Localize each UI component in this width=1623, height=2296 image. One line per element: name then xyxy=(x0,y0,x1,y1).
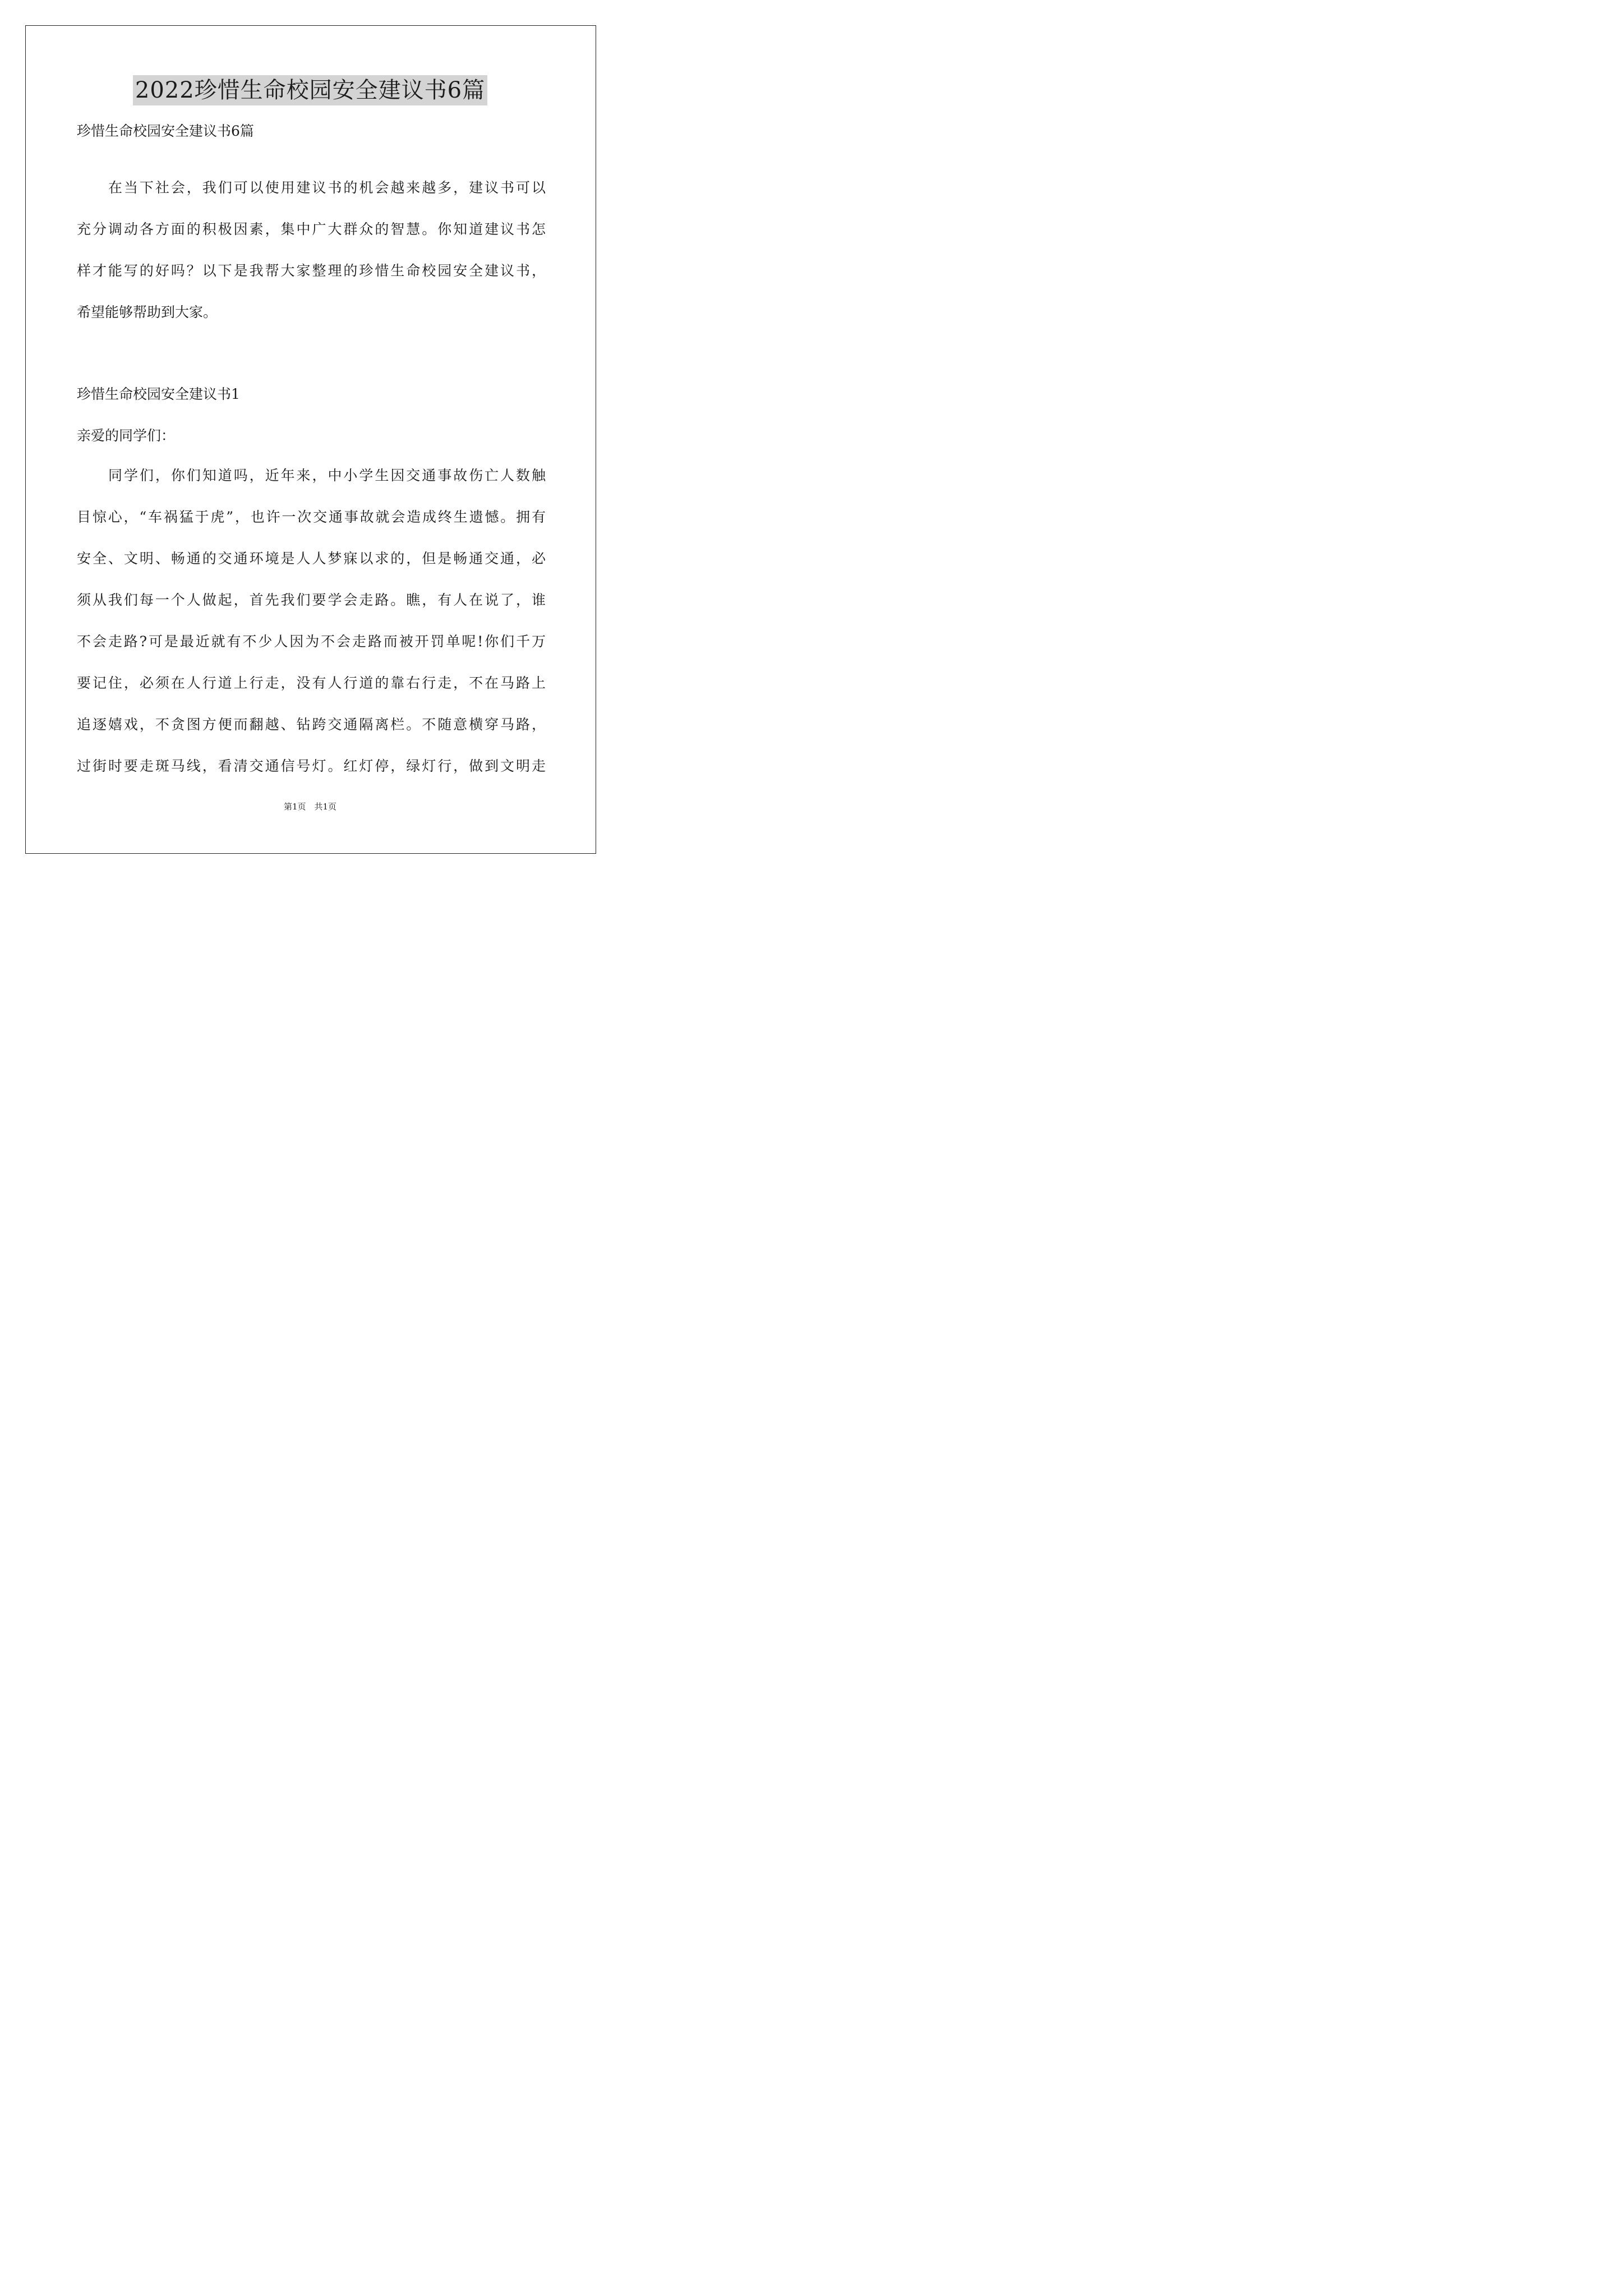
page-footer: 第1页 共1页 xyxy=(283,802,337,812)
body-line: 须从我们每一个人做起，首先我们要学会走路。瞧，有人在说了，谁 xyxy=(77,592,546,608)
body-line: 目惊心，“车祸猛于虎”，也许一次交通事故就会造成终生遗憾。拥有 xyxy=(77,509,546,525)
salutation: 亲爱的同学们： xyxy=(77,427,176,444)
body-line: 要记住，必须在人行道上行走，没有人行道的靠右行走，不在马路上 xyxy=(77,675,546,691)
subtitle: 珍惜生命校园安全建议书6篇 xyxy=(77,123,254,139)
document-title: 2022珍惜生命校园安全建议书6篇 xyxy=(133,75,487,105)
intro-line: 在当下社会，我们可以使用建议书的机会越来越多，建议书可以 xyxy=(108,180,546,196)
intro-line: 样才能写的好吗？以下是我帮大家整理的珍惜生命校园安全建议书， xyxy=(77,263,546,279)
section-heading: 珍惜生命校园安全建议书1 xyxy=(77,386,240,402)
body-line: 过街时要走斑马线，看清交通信号灯。红灯停，绿灯行，做到文明走 xyxy=(77,758,546,774)
body-line: 追逐嬉戏，不贪图方便而翻越、钻跨交通隔离栏。不随意横穿马路， xyxy=(77,716,546,733)
body-line: 不会走路?可是最近就有不少人因为不会走路而被开罚单呢!你们千万 xyxy=(77,633,546,650)
title-container xyxy=(0,75,620,105)
intro-line: 充分调动各方面的积极因素，集中广大群众的智慧。你知道建议书怎 xyxy=(77,221,546,237)
body-line: 安全、文明、畅通的交通环境是人人梦寐以求的，但是畅通交通，必 xyxy=(77,550,546,567)
intro-line: 希望能够帮助到大家。 xyxy=(77,304,218,320)
body-line: 同学们，你们知道吗，近年来，中小学生因交通事故伤亡人数触 xyxy=(108,467,546,484)
